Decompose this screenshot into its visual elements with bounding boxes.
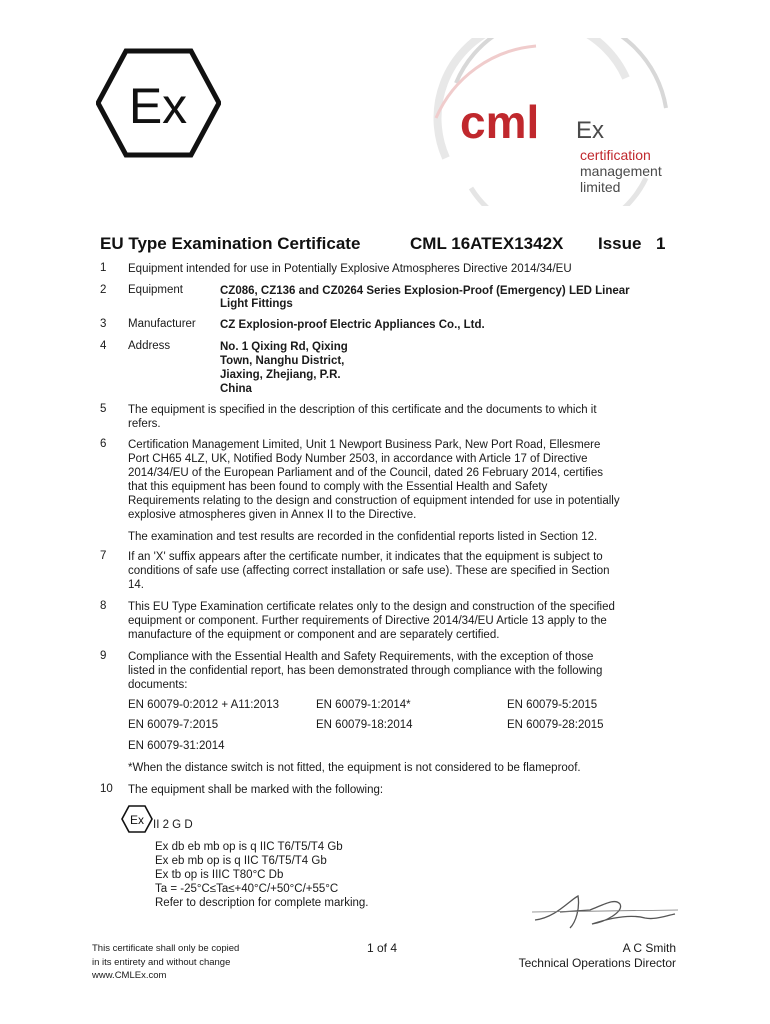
item-5-line2: refers.	[128, 418, 161, 430]
standard-60079-18: EN 60079-18:2014	[316, 719, 413, 731]
item-10-text: The equipment shall be marked with the following:	[128, 784, 384, 796]
item-5-line1: The equipment is specified in the description of this certificate and the documents to which it	[128, 404, 597, 416]
footer-copy-line2: in its entirety and without change	[92, 957, 231, 968]
marking-line-5: Refer to description for complete marking.	[155, 897, 369, 909]
certificate-title: EU Type Examination Certificate	[100, 234, 361, 253]
item-4-number: 4	[100, 340, 107, 352]
item-10-number: 10	[100, 783, 113, 795]
svg-text:Ex: Ex	[129, 813, 145, 827]
item-9-line1: Compliance with the Essential Health and Safety Requirements, with the exception of those	[128, 651, 594, 663]
cml-management-text: management	[580, 163, 662, 179]
item-1-number: 1	[100, 262, 107, 274]
item-9-line2: listed in the confidential report, has been demonstrated through compliance with the following	[128, 665, 603, 677]
footer-website: www.CMLEx.com	[92, 970, 167, 981]
address-line2: Town, Nanghu District,	[220, 355, 345, 367]
issue-label: Issue	[598, 234, 642, 253]
equipment-value-line1: CZ086, CZ136 and CZ0264 Series Explosion-Proof (Emergency) LED Linear	[220, 285, 630, 297]
item-6-line2: Port CH65 4LZ, UK, Notified Body Number 2503, in accordance with Article 17 of Directive	[128, 453, 588, 465]
marking-line-1: Ex db eb mb op is q IIC T6/T5/T4 Gb	[155, 841, 343, 853]
item-6-line7: The examination and test results are recorded in the confidential reports listed in Section 12.	[128, 531, 598, 543]
item-1-text: Equipment intended for use in Potentially Explosive Atmospheres Directive 2014/34/EU	[128, 263, 572, 275]
item-6-line5: Requirements relating to the design and construction of equipment intended for use in potentially	[128, 495, 620, 507]
item-9-number: 9	[100, 650, 107, 662]
equipment-value-line2: Light Fittings	[220, 298, 293, 310]
cml-logo	[416, 38, 716, 206]
item-6-line6: explosive atmospheres given in Annex II to the Directive.	[128, 509, 417, 521]
address-line4: China	[220, 383, 252, 395]
marking-line-2: Ex eb mb op is q IIC T6/T5/T4 Gb	[155, 855, 327, 867]
item-9-line3: documents:	[128, 679, 188, 691]
flameproof-note: *When the distance switch is not fitted, the equipment is not considered to be flameproof.	[128, 762, 581, 774]
cml-limited-text: limited	[580, 179, 621, 195]
item-7-number: 7	[100, 550, 107, 562]
standard-60079-0: EN 60079-0:2012 + A11:2013	[128, 699, 280, 711]
item-6-line1: Certification Management Limited, Unit 1 Newport Business Park, New Port Road, Ellesmere	[128, 439, 601, 451]
item-7-line1: If an 'X' suffix appears after the certificate number, it indicates that the equipment is subject to	[128, 551, 603, 563]
item-6-number: 6	[100, 438, 107, 450]
cml-certification-text: certification	[580, 147, 651, 163]
ex-hexagon-logo	[96, 48, 221, 158]
standard-60079-31: EN 60079-31:2014	[128, 740, 225, 752]
signer-title: Technical Operations Director	[518, 956, 676, 970]
ex-marking-icon	[120, 804, 154, 834]
equipment-label: Equipment	[128, 284, 183, 296]
cml-ex-text: Ex	[576, 117, 605, 144]
footer-copy-line1: This certificate shall only be copied	[92, 943, 240, 954]
item-6-line3: 2014/34/EU of the European Parliament and of the Council, dated 26 February 2014, certifies	[128, 467, 603, 479]
manufacturer-value: CZ Explosion-proof Electric Appliances Co., Ltd.	[220, 319, 485, 331]
cml-wordmark: cml	[460, 96, 540, 148]
item-2-number: 2	[100, 284, 107, 296]
item-8-line2: equipment or component. Further requirements of Directive 2014/34/EU Article 13 apply to the	[128, 615, 607, 627]
address-label: Address	[128, 340, 171, 352]
signature-image	[530, 890, 680, 935]
item-6-line4: that this equipment has been found to comply with the Essential Health and Safety	[128, 481, 548, 493]
item-7-line3: 14.	[128, 579, 144, 591]
standard-60079-1: EN 60079-1:2014*	[316, 699, 411, 711]
item-8-number: 8	[100, 600, 107, 612]
address-line3: Jiaxing, Zhejiang, P.R.	[220, 369, 341, 381]
signer-name: A C Smith	[622, 941, 676, 955]
ex-logo-text: Ex	[128, 78, 188, 134]
page-number: 1 of 4	[367, 941, 398, 955]
marking-line-3: Ex tb op is IIIC T80°C Db	[155, 869, 284, 881]
manufacturer-label: Manufacturer	[128, 318, 196, 330]
item-3-number: 3	[100, 318, 107, 330]
standard-60079-28: EN 60079-28:2015	[507, 719, 604, 731]
item-5-number: 5	[100, 403, 107, 415]
item-7-line2: conditions of safe use (affecting correct installation or safe use). These are specified in Section	[128, 565, 610, 577]
address-line1: No. 1 Qixing Rd, Qixing	[220, 341, 348, 353]
standard-60079-5: EN 60079-5:2015	[507, 699, 598, 711]
item-8-line1: This EU Type Examination certificate relates only to the design and construction of the specified	[128, 601, 615, 613]
issue-number: 1	[656, 234, 666, 253]
certificate-number: CML 16ATEX1342X	[410, 234, 564, 253]
item-8-line3: manufacture of the equipment or component and are separately certified.	[128, 629, 500, 641]
marking-line-4: Ta = -25°C≤Ta≤+40°C/+50°C/+55°C	[155, 883, 339, 895]
standard-60079-7: EN 60079-7:2015	[128, 719, 219, 731]
equipment-group-marking: II 2 G D	[153, 819, 193, 831]
